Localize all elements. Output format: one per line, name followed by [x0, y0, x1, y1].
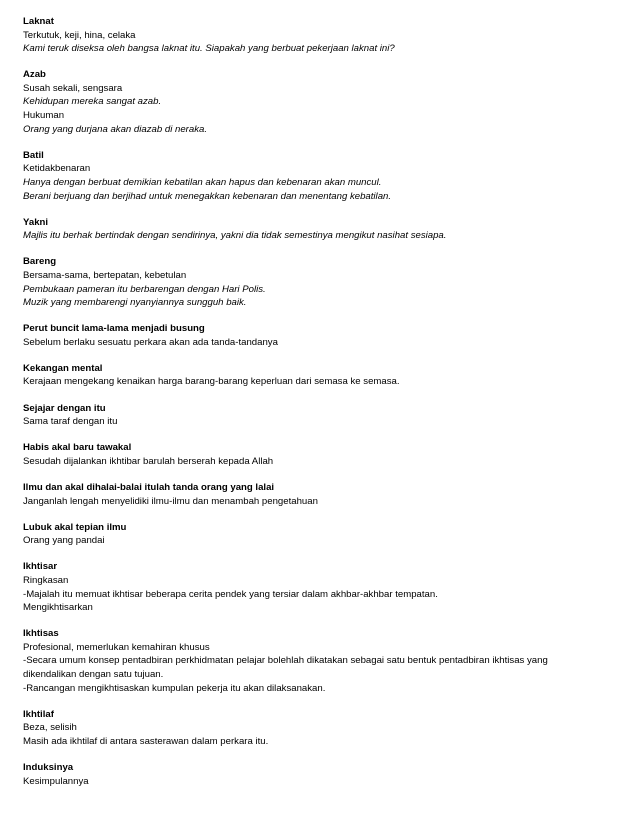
entry-definition: Profesional, memerlukan kemahiran khusus: [23, 641, 210, 653]
entry-definition: Ringkasan: [23, 574, 69, 586]
entry-term: Sejajar dengan itu: [23, 402, 106, 414]
entry-definition: Kesimpulannya: [23, 775, 89, 787]
entry-term: Lubuk akal tepian ilmu: [23, 521, 127, 533]
glossary-entry: [23, 15, 623, 56]
entry-example: Kehidupan mereka sangat azab.: [23, 96, 162, 108]
entry-example: Hanya dengan berbuat demikian kebatilan akan hapus dan kebenaran akan muncul.: [23, 176, 382, 188]
entry-definition: Mengikhtisarkan: [23, 602, 93, 614]
glossary-entry: [23, 560, 623, 614]
entry-example: Pembukaan pameran itu berbarengan dengan Hari Polis.: [23, 283, 266, 295]
glossary-entry: [23, 761, 623, 788]
glossary-entry: [23, 322, 623, 349]
entry-definition: Kerajaan mengekang kenaikan harga barang-barang keperluan dari semasa ke semasa.: [23, 376, 400, 388]
entry-term: Laknat: [23, 16, 54, 27]
glossary-entry: [23, 68, 623, 136]
entry-example: Berani berjuang dan berjihad untuk menegakkan kebenaran dan menentang kebatilan.: [23, 190, 392, 202]
entry-example: Muzik yang membarengi nyanyiannya sungguh baik.: [23, 297, 247, 309]
entry-definition: Ketidakbenaran: [23, 163, 91, 175]
entry-example: Kami teruk diseksa oleh bangsa laknat itu. Siapakah yang berbuat pekerjaan laknat ini?: [23, 43, 395, 55]
glossary-entry: [23, 627, 623, 695]
entry-term: Habis akal baru tawakal: [23, 442, 132, 454]
entry-definition: Terkutuk, keji, hina, celaka: [23, 29, 136, 41]
entry-definition: -Rancangan mengikhtisaskan kumpulan pekerja itu akan dilaksanakan.: [23, 682, 326, 694]
entry-definition: Sesudah dijalankan ikhtibar barulah berserah kepada Allah: [23, 455, 274, 467]
entry-definition: -Secara umum konsep pentadbiran perkhidmatan pelajar bolehlah dikatakan sebagai satu bentuk pentadbiran ikhtisas yang dikendalikan dengan satu tujuan.: [23, 655, 548, 680]
glossary-entry: [23, 362, 623, 389]
entry-definition: Masih ada ikhtilaf di antara sasterawan dalam perkara itu.: [23, 735, 269, 747]
entry-definition: Beza, selisih: [23, 722, 77, 734]
entry-example: Majlis itu berhak bertindak dengan sendirinya, yakni dia tidak semestinya mengikut nasihat sesiapa.: [23, 230, 447, 242]
glossary-entry: [23, 402, 623, 429]
entry-definition: Bersama-sama, bertepatan, kebetulan: [23, 269, 187, 281]
entry-term: Bareng: [23, 256, 57, 268]
glossary-entry: [23, 149, 623, 203]
entry-definition: Sama taraf dengan itu: [23, 416, 118, 428]
entry-term: Induksinya: [23, 761, 74, 773]
entry-term: Ikhtisar: [23, 561, 58, 573]
glossary-page: [23, 15, 623, 801]
entry-term: Ikhtilaf: [23, 708, 54, 720]
entry-definition: Susah sekali, sengsara: [23, 82, 123, 94]
entry-definition: Janganlah lengah menyelidiki ilmu-ilmu dan menambah pengetahuan: [23, 495, 318, 507]
glossary-entry: [23, 521, 623, 548]
entry-example: Orang yang durjana akan diazab di neraka.: [23, 123, 208, 135]
glossary-entry: [23, 708, 623, 749]
entry-definition: Orang yang pandai: [23, 535, 105, 547]
entry-term: Batil: [23, 149, 44, 161]
entry-term: Perut buncit lama-lama menjadi busung: [23, 323, 205, 335]
entry-term: Kekangan mental: [23, 362, 103, 374]
entry-definition: Hukuman: [23, 110, 65, 122]
entry-term: Ilmu dan akal dihalai-balai itulah tanda orang yang lalai: [23, 481, 275, 493]
entry-term: Azab: [23, 69, 46, 81]
glossary-entry: [23, 481, 623, 508]
glossary-entry: [23, 216, 623, 243]
glossary-entry: [23, 441, 623, 468]
entry-definition: -Majalah itu memuat ikhtisar beberapa cerita pendek yang tersiar dalam akhbar-akhbar tempatan.: [23, 588, 438, 600]
entry-term: Ikhtisas: [23, 628, 59, 640]
entry-term: Yakni: [23, 216, 49, 228]
glossary-entry: [23, 255, 623, 309]
entry-definition: Sebelum berlaku sesuatu perkara akan ada tanda-tandanya: [23, 336, 278, 348]
